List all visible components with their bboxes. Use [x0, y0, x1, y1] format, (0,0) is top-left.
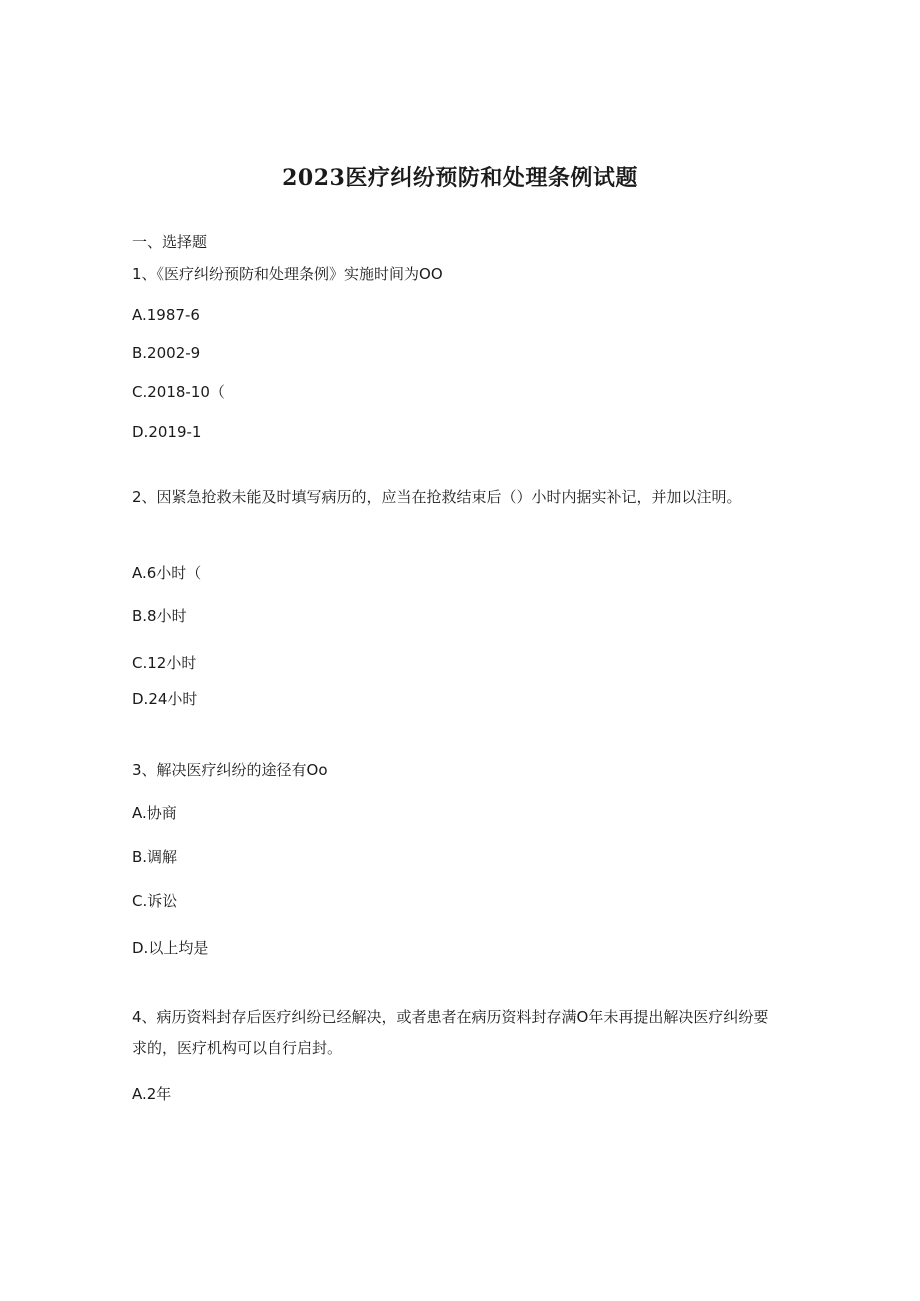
question-1-text: 1、《医疗纠纷预防和处理条例》实施时间为OO: [132, 265, 443, 283]
question-2-option-a: A.6小时（: [132, 564, 202, 582]
question-2-option-c: C.12小时: [132, 654, 197, 672]
question-1-option-a: A.1987-6: [132, 306, 200, 324]
question-1-option-c: C.2018-10（: [132, 383, 225, 401]
question-3-option-d: D.以上均是: [132, 939, 209, 957]
question-1-option-b: B.2002-9: [132, 344, 201, 362]
question-3-option-a: A.协商: [132, 804, 177, 822]
question-2-option-d: D.24小时: [132, 690, 198, 708]
question-2-text: 2、因紧急抢救未能及时填写病历的，应当在抢救结束后（）小时内据实补记，并加以注明。: [132, 488, 742, 506]
question-2-option-b: B.8小时: [132, 607, 187, 625]
question-1-option-d: D.2019-1: [132, 423, 202, 441]
document-title: 2023医疗纠纷预防和处理条例试题: [282, 165, 638, 191]
question-4-text: 4、病历资料封存后医疗纠纷已经解决，或者患者在病历资料封存满O年未再提出解决医疗纠纷要求的，医疗机构可以自行启封。: [132, 1008, 769, 1057]
question-3-option-b: B.调解: [132, 848, 178, 866]
section-heading: 一、选择题: [132, 233, 208, 251]
question-3-option-c: C.诉讼: [132, 892, 178, 910]
question-4-option-a: A.2年: [132, 1085, 172, 1103]
question-3-text: 3、解决医疗纠纷的途径有Oo: [132, 761, 328, 779]
